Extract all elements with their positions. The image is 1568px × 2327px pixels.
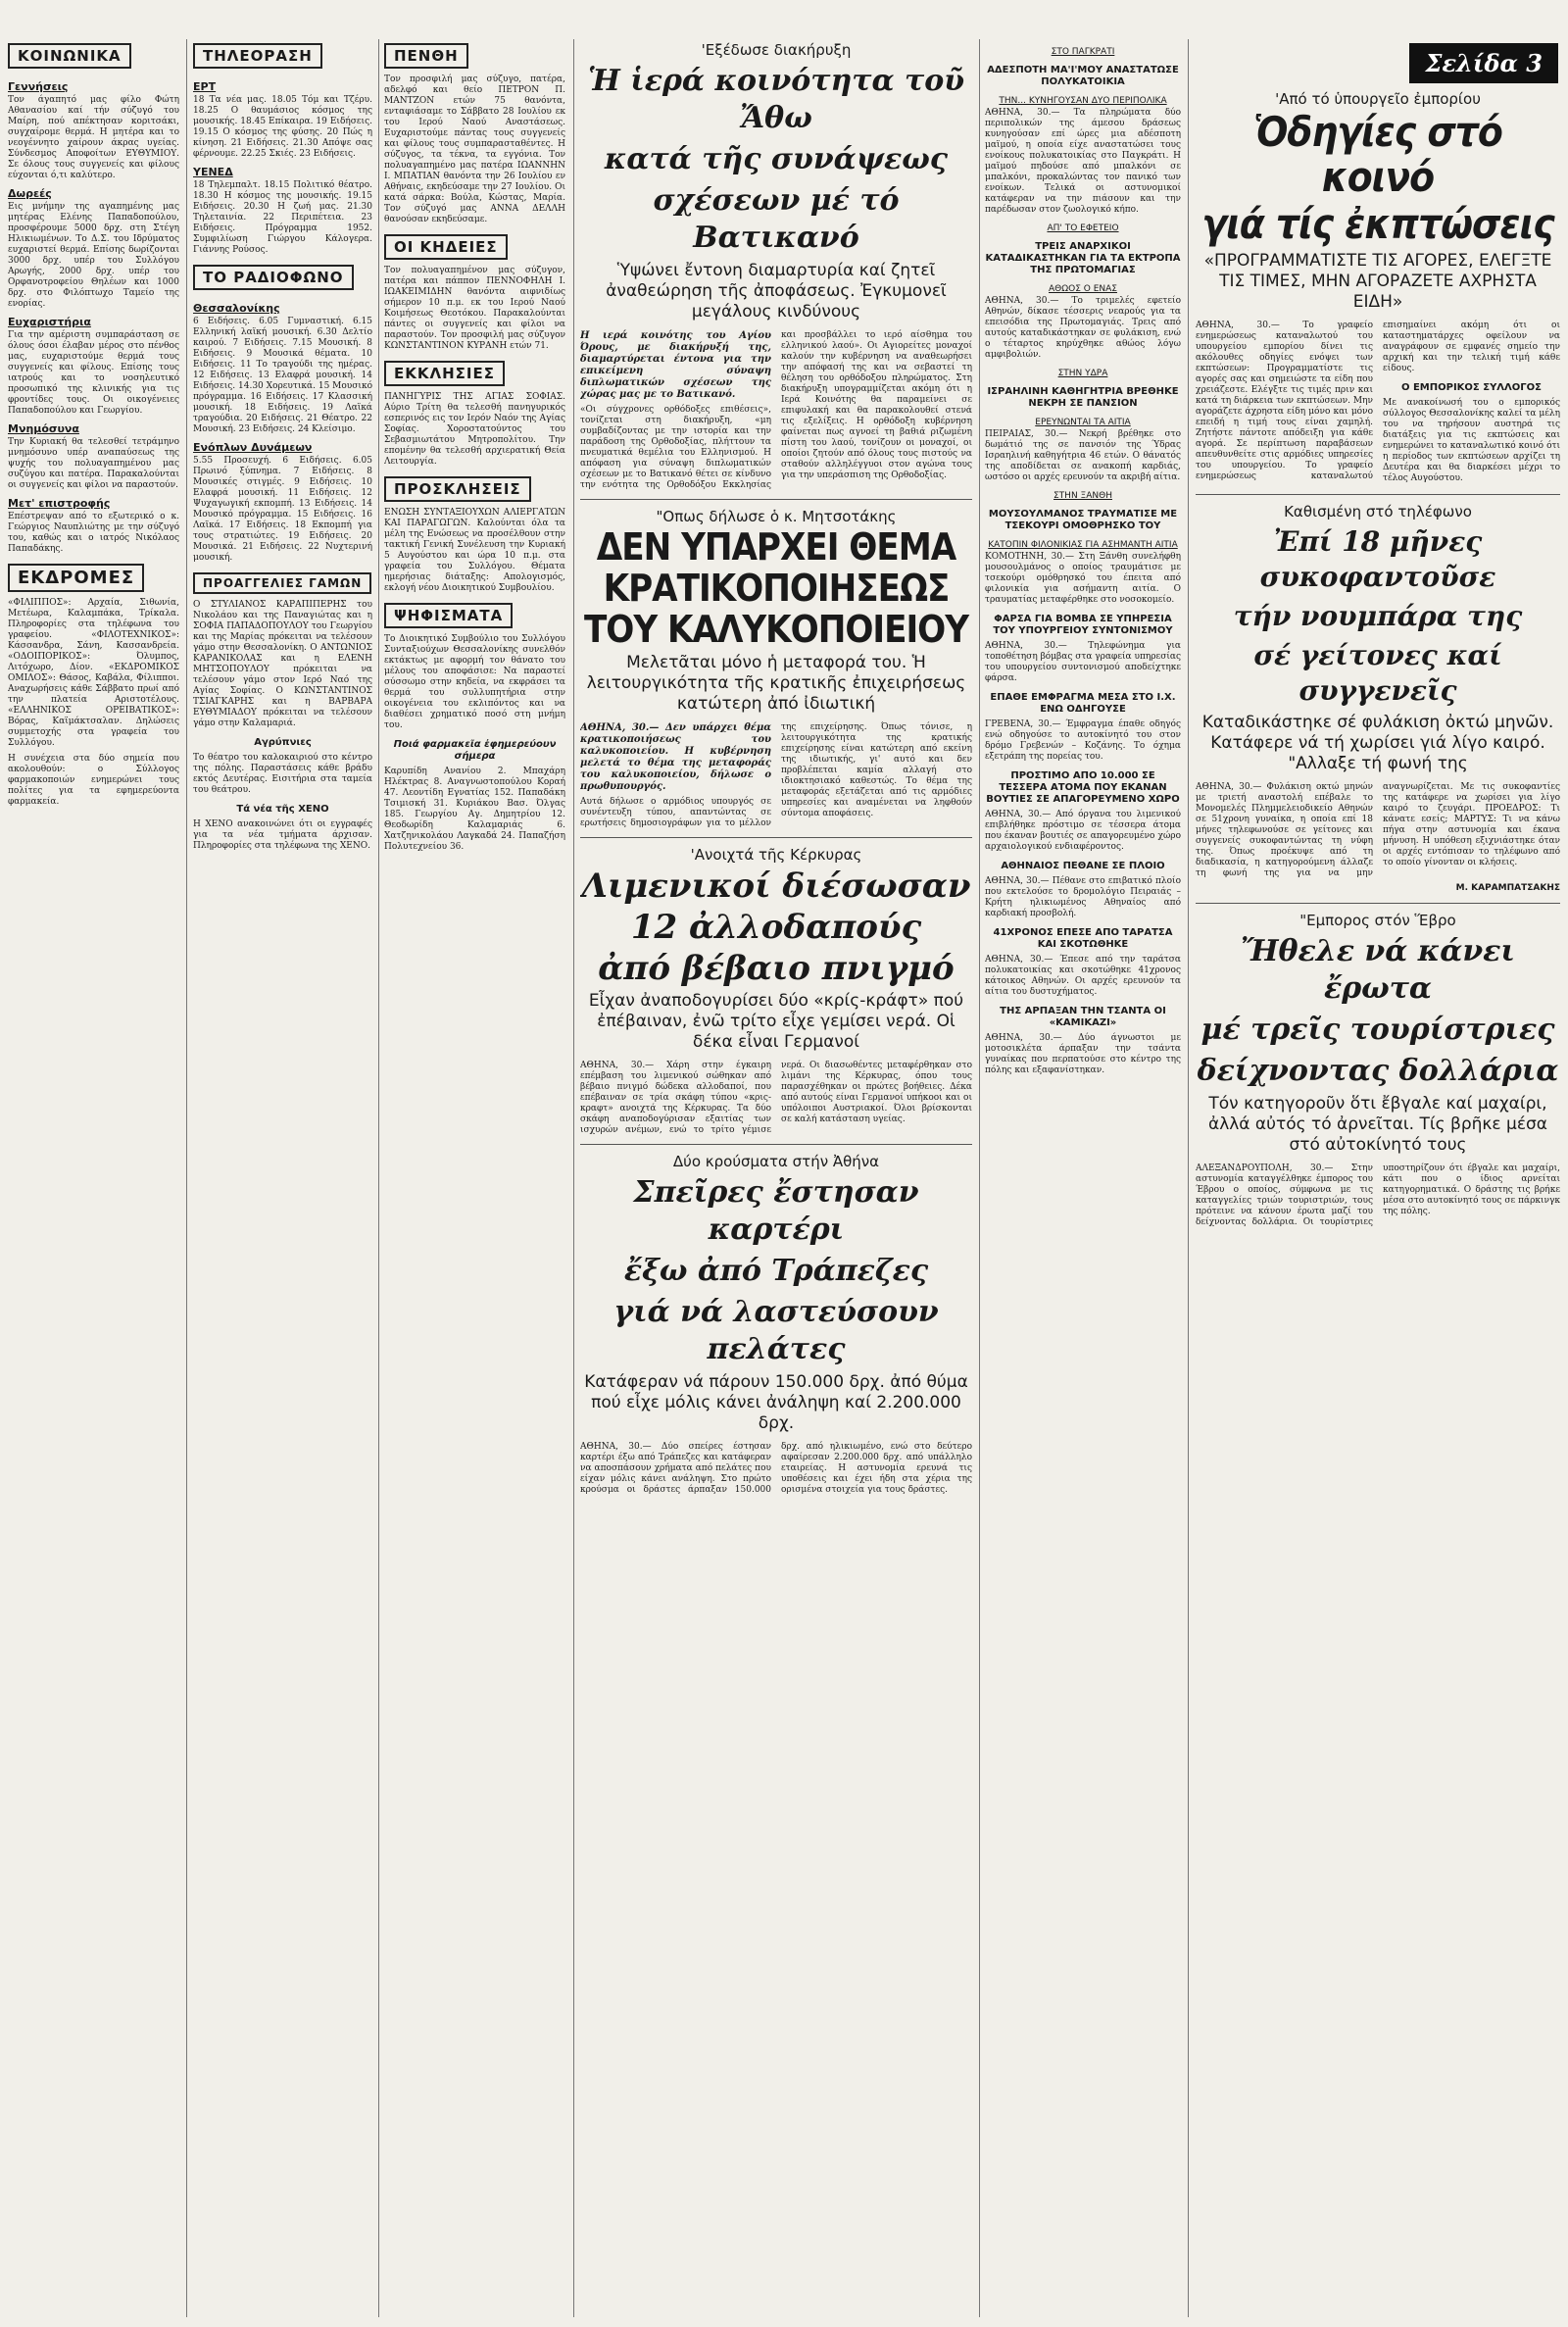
divider [580, 837, 972, 838]
section-title: ΠΕΝΘΗ [384, 43, 468, 69]
column-rule [378, 39, 379, 2317]
brief-subhead: ΕΡΕΥΝΩΝΤΑΙ ΤΑ ΑΙΤΙΑ [1035, 418, 1131, 427]
body-text: 18 Τηλεμπαλτ. 18.15 Πολιτικό θέατρο. 18.30 Η κόσμος της μουσικής. 19.15 Ειδήσεις. 20.30 Η ζωή μας. 21.30 Τηλεταινία. 22 Περιπέτεια. 23 Ειδήσεις. Πρόγραμμα 1952. Συμφιλίωση Γιώργου Κάλογερα. Γιάννης Ρούσος. [193, 180, 372, 255]
article-lead: ΑΘΗΝΑ, 30.— Δεν υπάρχει θέμα κρατικοποιήσεως του καλυκοποιείου. Η κυβέρνηση μελετά το θέμα της μεταφοράς του καλυκοποιείου, δήλωσε ο πρωθυπουργός. [580, 722, 771, 792]
article-body [580, 1061, 972, 1136]
section-title: ΕΚΔΡΟΜΕΣ [8, 564, 144, 592]
article-body [580, 330, 972, 491]
body-text: ΑΘΗΝΑ, 30.— Το τριμελές εφετείο Αθηνών, δίκασε τέσσερις νεαρούς για τα επεισόδια της Πρωτομαγιάς. Τρεις από αυτούς καταδικάστηκαν σε φυλάκιση, ενώ ο τέταρτος κηρύχθηκε αθώος λόγω αμφιβολιών. [985, 296, 1181, 360]
subsection-title: Μετ' επιστροφής [8, 497, 111, 510]
article-kicker: 'Ανοιχτά τῆς Κέρκυρας [690, 846, 862, 864]
body-text: Εις μνήμην της αγαπημένης μας μητέρας Ελένης Παπαδοπούλου, προσφέρουμε 5000 δρχ. στη Στέγη Ηλικιωμένων. Το Δ.Σ. του Ιδρύματος ευχαριστεί θερμά. Επίσης δωρίζονται 3000 δρχ. υπέρ του Συλλόγου Αρωγής, 2000 δρχ. υπέρ του Ορφανοτροφείου Θηλέων και 1000 δρχ. στο Φιλόπτωχο Ταμείο της ενορίας. [8, 202, 179, 309]
body-text: Για την αμέριστη συμπαράσταση σε όλους όσοι έλαβαν μέρος στο πένθος μας, ευχαριστούμε θερμά τους συγγενείς και φίλους. Επίσης τους ιατρούς και το νοσηλευτικό προσωπικό της κλινικής για τις φροντίδες τους. Οι οικογένειες Παπαδοπούλου και Γεωργίου. [8, 330, 179, 416]
subsection-title: Ποιά φαρμακεῖα ἐφημερεύουν σήμερα [393, 739, 557, 762]
article-kicker: Δύο κρούσματα στήν Ἀθήνα [672, 1153, 880, 1170]
body-text: Η ΧΕΝΟ ανακοινώνει ότι οι εγγραφές για τα νέα τμήματα άρχισαν. Πληροφορίες στα τηλέφωνα της ΧΕΝΟ. [193, 819, 372, 851]
brief-headline: ΙΣΡΑΗΛΙΝΗ ΚΑΘΗΓΗΤΡΙΑ ΒΡΕΘΗΚΕ ΝΕΚΡΗ ΣΕ ΠΑΝΣΙΟΝ [987, 386, 1179, 409]
brief-headline: ΤΗΣ ΑΡΠΑΞΑΝ ΤΗΝ ΤΣΑΝΤΑ ΟΙ «ΚΑΜΙΚΑΖΙ» [1000, 1006, 1166, 1028]
article-headline: σχέσεων μέ τό Βατικανό [653, 183, 900, 255]
body-text: ΑΘΗΝΑ, 30.— Από όργανα του λιμενικού επιβλήθηκε πρόστιμο σε τέσσερα άτομα που έκαναν βουτιές σε απαγορευμένο χώρο αρχαιολογικού ενδιαφέροντος. [985, 810, 1181, 852]
body-text: 6 Ειδήσεις. 6.05 Γυμναστική. 6.15 Ελληνική λαϊκή μουσική. 6.30 Δελτίο καιρού. 7 Ειδήσεις. 7.15 Μουσική. 8 Ειδήσεις. 9 Μουσικά θέματα. 10 Ειδήσεις. 11 Το τραγούδι της ημέρας. 12 Ειδήσεις. 13 Ελαφρά μουσική. 14 Ειδήσεις. 14.30 Χορευτικά. 15 Μουσικό πρόγραμμα. 16 Ειδήσεις. 17 Κλασσική μουσική. 18 Ειδήσεις. 19 Λαϊκά τραγούδια. 20 Ειδήσεις. 21 Θέατρο. 22 Μουσική. 23 Ειδήσεις. 24 Κλείσιμο. [193, 317, 372, 434]
brief-headline: 41ΧΡΟΝΟΣ ΕΠΕΣΕ ΑΠΟ ΤΑΡΑΤΣΑ ΚΑΙ ΣΚΟΤΩΘΗΚΕ [993, 927, 1173, 950]
brief-headline: ΕΠΑΘΕ ΕΜΦΡΑΓΜΑ ΜΕΣΑ ΣΤΟ Ι.Χ. ΕΝΩ ΟΔΗΓΟΥΣΕ [990, 692, 1176, 715]
article-headline: ΔΕΝ ΥΠΑΡΧΕΙ ΘΕΜΑ [596, 525, 956, 569]
body-text: ΚΟΜΟΤΗΝΗ, 30.— Στη Ξάνθη συνελήφθη μουσουλμάνος ο οποίος τραυμάτισε με τσεκούρι ομόθρησκό του έπειτα από φιλονικία για ασήμαντη αιτία. Ο τραυματίας μεταφέρθηκε στο νοσοκομείο. [985, 552, 1181, 605]
article-headline: γιά νά λαστεύσουν πελάτες [613, 1295, 939, 1366]
column-tv-radio [193, 39, 372, 2317]
brief-subhead: ΤΗΝ... ΚΥΝΗΓΟΥΣΑΝ ΔΥΟ ΠΕΡΙΠΟΛΙΚΑ [999, 96, 1167, 106]
article-deck: Τόν κατηγοροῦν ὅτι ἔβγαλε καί μαχαίρι, ἀλλά αὐτός τό ἀρνεῖται. Τίς βρῆκε μέσα στό αὐτοκίνητό τους [1207, 1093, 1547, 1155]
subsection-title: Ενόπλων Δυνάμεων [193, 441, 313, 454]
subsection-title: Μνημόσυνα [8, 422, 79, 435]
subsection-title: ΕΡΤ [193, 80, 217, 93]
subsection-title: Ο ΕΜΠΟΡΙΚΟΣ ΣΥΛΛΟΓΟΣ [1400, 382, 1542, 393]
article-headline: μέ τρεῖς τουρίστριες [1200, 1012, 1555, 1047]
article-deck: Εἶχαν ἀναποδογυρίσει δύο «κρίς-κράφτ» πού ἐπέβαιναν, ἐνῶ τρίτο εἶχε γεμίσει νερά. Οἱ δέκα εἶναι Γερμανοί [588, 991, 964, 1052]
body-text: Το θέατρο του καλοκαιριού στο κέντρο της πόλης. Παραστάσεις κάθε βράδυ εκτός Δευτέρας. Εισιτήρια στα ταμεία του θεάτρου. [193, 753, 372, 795]
section-title: ΤΟ ΡΑΔΙΟΦΩΝΟ [193, 265, 354, 290]
body-text: Η συνέχεια στα δύο σημεία που ακολουθούν: ο Σύλλογος φαρμακοποιών ενημερώνει τους πολίτες για τα εφημερεύοντα φαρμακεία. [8, 754, 179, 807]
article-headline: τήν νουμπάρα της [1233, 599, 1523, 632]
article-deck: Κατάφεραν νά πάρουν 150.000 δρχ. ἀπό θύμα πού εἶχε μόλις κάνει ἀνάληψη καί 2.200.000 δρχ. [584, 1372, 968, 1433]
brief-headline: ΤΡΕΙΣ ΑΝΑΡΧΙΚΟΙ ΚΑΤΑΔΙΚΑΣΤΗΚΑΝ ΓΙΑ ΤΑ ΕΚΤΡΟΠΑ ΤΗΣ ΠΡΩΤΟΜΑΓΙΑΣ [985, 241, 1181, 275]
brief-headline: ΑΘΗΝΑΙΟΣ ΠΕΘΑΝΕ ΣΕ ΠΛΟΙΟ [1001, 861, 1165, 871]
brief-headline: ΑΔΕΣΠΟΤΗ ΜΑ'Ι'ΜΟΥ ΑΝΑΣΤΑΤΩΣΕ ΠΟΛΥΚΑΤΟΙΚΙΑ [987, 65, 1179, 87]
article-kicker: "Εμπορος στόν Ἕβρο [1299, 911, 1456, 929]
article-deck: «ΠΡΟΓΡΑΜΜΑΤΙΣΤΕ ΤΙΣ ΑΓΟΡΕΣ, ΕΛΕΓΞΤΕ ΤΙΣ ΤΙΜΕΣ, ΜΗΝ ΑΓΟΡΑΖΕΤΕ ΑΧΡΗΣΤΑ ΕΙΔΗ» [1203, 251, 1552, 312]
article-headline: Λιμενικοί διέσωσαν [581, 866, 971, 906]
section-title: ΚΟΙΝΩΝΙΚΑ [8, 43, 131, 69]
divider [1196, 903, 1560, 904]
body-text: Τον προσφιλή μας σύζυγο, πατέρα, αδελφό και θείο ΠΕΤΡΟΝ Π. ΜΑΝΤΖΟΝ ετών 75 θανόντα, ενταφιάσαμε το Σάββατο 28 Ιουλίου εκ του Ιερού Ναού Αναστάσεως. Ευχαριστούμε πάντας τους συγγενείς και φίλους τους συμπαρασταθέντες. Η σύζυγος, τα τέκνα, τα εγγόνια. Τον πολυαγαπημένο μας πατέρα ΙΩΑΝΝΗΝ Ι. ΜΠΑΤΙΑΝ θανόντα την 26 Ιουλίου εν Αθήναις, εκηδεύσαμε την 27 Ιουλίου. Οι κατά σάρκα: Βούλα, Κώστας, Μαρία. Τον σύζυγό μας ΑΝΝΑ ΔΕΛΛΗ θανούσαν εκηδεύσαμε. [384, 74, 565, 224]
brief-headline: ΠΡΟΣΤΙΜΟ ΑΠΟ 10.000 ΣΕ ΤΕΣΣΕΡΑ ΑΤΟΜΑ ΠΟΥ ΕΚΑΝΑΝ ΒΟΥΤΙΕΣ ΣΕ ΑΠΑΓΟΡΕΥΜΕΝΟ ΧΩΡΟ [986, 770, 1180, 805]
section-title: ΕΚΚΛΗΣΙΕΣ [384, 361, 505, 386]
article-body [580, 1442, 972, 1499]
body-text: ΑΛΕΞΑΝΔΡΟΥΠΟΛΗ, 30.— Στην αστυνομία καταγγέλθηκε έμπορος του Έβρου ο οποίος, σύμφωνα με τις καταγγελίες τριών τουριστριών, τους πρότεινε να κάνουν έρωτα μαζί του δείχνοντας δολλάρια. Οι τουρίστριες υποστηρίζουν ότι έβγαλε και μαχαίρι, κάτι που ο ίδιος αρνείται κατηγορηματικά. Ο δράστης τις βρήκε μέσα στο αυτοκίνητό τους σε πάρκινγκ της πόλης. [1196, 1163, 1560, 1227]
section-title: ΠΡΟΣΚΛΗΣΕΙΣ [384, 476, 531, 502]
article-lead: Η ιερά κοινότης του Αγίου Όρους, με διακήρυξή της, διαμαρτύρεται έντονα για την επικείμενη σύναψη διπλωματικών σχέσεων της χώρας μας με το Βατικανό. [580, 330, 771, 400]
article-headline: 12 ἀλλοδαπούς [630, 908, 922, 947]
body-text: 5.55 Προσευχή. 6 Ειδήσεις. 6.05 Πρωινό ξύπνημα. 7 Ειδήσεις. 8 Μουσικές στιγμές. 9 Ειδήσεις. 10 Ελαφρά μουσική. 11 Ειδήσεις. 12 Ψυχαγωγική εκπομπή. 13 Ειδήσεις. 14 Μουσικό πρόγραμμα. 15 Ειδήσεις. 16 Λαϊκά. 17 Ειδήσεις. 18 Εκπομπή για τους στρατιώτες. 19 Ειδήσεις. 20 Μουσικά. 21 Ειδήσεις. 22 Νυχτερινή μουσική. [193, 456, 372, 563]
article-kicker: Καθισμένη στό τηλέφωνο [1284, 502, 1472, 520]
article-headline: ΤΟΥ ΚΑΛΥΚΟΠΟΙΕΙΟΥ [583, 608, 968, 651]
section-title: ΤΗΛΕΟΡΑΣΗ [193, 43, 322, 69]
divider [580, 1144, 972, 1145]
body-text: ΠΕΙΡΑΙΑΣ, 30.— Νεκρή βρέθηκε στο δωμάτιό της σε πανσιόν της Ύδρας Ισραηλινή καθηγήτρια 46 ετών. Ο θάνατός της αποδίδεται σε ανακοπή καρδιάς, ωστόσο οι αρχές ερευνούν τα ακριβή αίτια. [985, 429, 1181, 482]
page-label: Σελίδα 3 [1409, 43, 1558, 83]
article-body [1196, 321, 1560, 486]
article-headline: Σπεῖρες ἔστησαν καρτέρι [633, 1175, 919, 1247]
article-headline: Ἡ ἱερά κοινότητα τοῦ Ἄθω [587, 64, 965, 135]
article-deck: Μελετᾶται μόνο ἡ μεταφορά του. Ἡ λειτουργικότητα τῆς κρατικῆς ἐπιχειρήσεως κατώτερη ἀπό ἰδιωτική [586, 653, 966, 714]
subsection-title: Τά νέα τῆς ΧΕΝΟ [236, 804, 329, 815]
body-text: Καρυπίδη Ανανίου 2. Μπαχάρη Ηλέκτρας 8. Αναγνωστοπούλου Κοραή 47. Λεοντίδη Εγνατίας 152. Παπαδάκη Τσιμισκή 31. Κυριάκου Βασ. Όλγας 185. Γεωργίου Αγ. Δημητρίου 12. Θεοδωρίδη Καλαμαριάς 6. Χατζηνικολάου Λαγκαδά 24. Παπαζήση Πολυτεχνείου 36. [384, 767, 565, 852]
article-headline: ἀπό βέβαιο πνιγμό [598, 949, 955, 988]
article-kicker: 'Εξέδωσε διακήρυξη [701, 41, 852, 59]
body-text: Αυτά δήλωσε ο αρμόδιος υπουργός σε συνέντευξη τύπου, απαντώντας σε ερωτήσεις δημοσιογράφων για το μέλλον της επιχείρησης. Όπως τόνισε, η λειτουργικότητα της κρατικής επιχείρησης είναι κατώτερη από εκείνη της ιδιωτικής, γι' αυτό και δεν προβλέπεται καμία αλλαγή στο ιδιοκτησιακό καθεστώς. Το θέμα της μεταφοράς εξετάζεται από τις αρμόδιες υπηρεσίες και αναμένεται να ληφθούν σύντομα αποφάσεις. [580, 722, 972, 828]
subsection-title: Θεσσαλονίκης [193, 302, 280, 315]
brief-kicker: ΣΤΟ ΠΑΓΚΡΑΤΙ [1051, 47, 1115, 57]
column-notices [384, 39, 565, 2317]
subsection-title: ΥΕΝΕΔ [193, 166, 233, 178]
column-rule [1188, 39, 1189, 2317]
body-text: Την Κυριακή θα τελεσθεί τετράμηνο μνημόσυνο υπέρ αναπαύσεως της ψυχής του πολυαγαπημένου μας συζύγου και πατέρα. Παρακαλούνται οι συγγενείς και φίλοι να παραστούν. [8, 437, 179, 490]
section-title: ΨΗΦΙΣΜΑΤΑ [384, 603, 513, 628]
section-title: ΟΙ ΚΗΔΕΙΕΣ [384, 234, 508, 260]
body-text: Τον άγαπητό μας φίλο Φώτη Αθανασίου καί τήν σύζυγό του Μαίρη, πού απέκτησαν κοριτσάκι, συγχαίρομε θερμά. Η μητέρα και το νεογέννητο χαίρουν άκρας υγείας. Σύνδεσμος Αποφοίτων ΕΥΘΥΜΙΟΥ. Σε όλους τους συγγενείς και φίλους εύχονται ό,τι καλύτερο. [8, 95, 179, 180]
article-headline: γιά τίς ἐκπτώσεις [1201, 200, 1554, 248]
body-text: ΓΡΕΒΕΝΑ, 30.— Έμφραγμα έπαθε οδηγός ενώ οδηγούσε το αυτοκίνητό του στον δρόμο Γρεβενών – Κοζάνης. Το όχημα εξετράπη της πορείας του. [985, 719, 1181, 762]
article-kicker: "Οπως δήλωσε ὁ κ. Μητσοτάκης [656, 508, 897, 525]
article-byline: Μ. ΚΑΡΑΜΠΑΤΣΑΚΗΣ [1455, 882, 1560, 893]
article-headline: σέ γείτονες καί συγγενεῖς [1253, 638, 1502, 707]
brief-kicker: ΣΤΗΝ ΞΑΝΘΗ [1054, 491, 1112, 501]
body-text: ΑΘΗΝΑ, 30.— Χάρη στην έγκαιρη επέμβαση του λιμενικού σώθηκαν από βέβαιο πνιγμό δώδεκα αλλοδαποί, που επέβαιναν σε τρία σκάφη τύπου «κρις-κραφτ» ανοιχτά της Κέρκυρας. Τα δύο σκάφη αναποδογύρισαν εξαιτίας των ισχυρών ανέμων, ενώ το τρίτο γέμισε νερά. Οι διασωθέντες μεταφέρθηκαν στο λιμάνι της Κέρκυρας, όπου τους παρασχέθηκαν οι πρώτες βοήθειες. Δέκα από αυτούς είναι Γερμανοί υπήκοοι και οι υπόλοιποι Αυστριακοί. Όλοι βρίσκονται σε καλή κατάσταση υγείας. [580, 1061, 972, 1135]
brief-subhead: ΚΑΤΟΠΙΝ ΦΙΛΟΝΙΚΙΑΣ ΓΙΑ ΑΣΗΜΑΝΤΗ ΑΙΤΙΑ [988, 540, 1178, 550]
column-rule [186, 39, 187, 2317]
body-text: Τον πολυαγαπημένον μας σύζυγον, πατέρα και πάππον ΠΕΝΝΟΦΗΛΗ Ι. ΙΩΑΚΕΙΜΙΔΗΝ θανόντα αιφνιδίως σήμερον 10 π.μ. εκ του Ιερού Ναού Κοιμήσεως Θεοτόκου. Παρακαλούνται πάντες οι συγγενείς και φίλοι να παραστούν. Τον προσφιλή μας σύζυγον ΚΩΝΣΤΑΝΤΙΝΟΝ ΚΥΡΑΝΗ ετών 71. [384, 266, 565, 351]
article-headline: Ὁδηγίες στό κοινό [1253, 108, 1502, 201]
column-social [8, 39, 179, 2317]
body-text: ΑΘΗΝΑ, 30.— Φυλάκιση οκτώ μηνών με τριετή αναστολή επέβαλε το Μονομελές Πλημμελειοδικείο Αθηνών σε 51χρονη γυναίκα, η οποία επί 18 μήνες τηλεφωνούσε σε γείτονες και συγγενείς συκοφαντώντας τη νύφη της. Όπως προέκυψε από τη διαδικασία, η κατηγορούμενη άλλαζε τη φωνή της για να μην αναγνωρίζεται. Με τις συκοφαντίες της κατάφερε να χωρίσει για λίγο καιρό το ζευγάρι. ΠΡΟΕΔΡΟΣ: Τι κάνατε εσείς; ΜΑΡΤΥΣ: Τι να κάνω πήγα στην αστυνομία και έκανα μήνυση. Η υπόθεση εξιχνιάστηκε όταν οι αρχές εντόπισαν το τηλέφωνο από το οποίο γίνονταν οι κλήσεις. [1196, 781, 1560, 878]
column-right [1196, 88, 1560, 2317]
column-main [580, 39, 972, 2317]
article-deck: Καταδικάστηκε σέ φυλάκιση ὀκτώ μηνῶν. Κατάφερε νά τή χωρίσει γιά λίγο καιρό. "Αλλαξε τή φωνή της [1201, 712, 1554, 773]
subsection-title: Δωρεές [8, 187, 52, 200]
body-text: Επέστρεψαν από το εξωτερικό ο κ. Γεώργιος Ναυπλιώτης με την σύζυγό του, καθώς και ο ιατρός Νικόλαος Παπαδάκης. [8, 512, 179, 554]
body-text: Το Διοικητικό Συμβούλιο του Συλλόγου Συνταξιούχων Θεσσαλονίκης συνελθόν εκτάκτως με αφορμή τον θάνατο του μέλους του αποφάσισε: Να παραστεί σύσσωμο στην κηδεία, να εκφράσει τα θερμά του συλλυπητήρια στην οικογένεια του εκλιπόντος και να διαθέσει χρηματικό ποσό στη μνήμη του. [384, 634, 565, 730]
body-text: ΑΘΗΝΑ, 30.— Έπεσε από την ταράτσα πολυκατοικίας και σκοτώθηκε 41χρονος κάτοικος Αθηνών. Οι αρχές ερευνούν τα αίτια του δυστυχήματος. [985, 955, 1181, 997]
subsection-title: Γεννήσεις [8, 80, 69, 93]
brief-kicker: ΑΠ' ΤΟ ΕΦΕΤΕΙΟ [1047, 223, 1119, 233]
article-body [1196, 1164, 1560, 1228]
article-headline: κατά τῆς συνάψεως [604, 142, 949, 176]
column-rule [979, 39, 980, 2317]
article-body [580, 722, 972, 829]
divider [1196, 494, 1560, 495]
body-text: ΑΘΗΝΑ, 30.— Δύο άγνωστοι με μοτοσικλέτα άρπαξαν την τσάντα γυναίκας που περπατούσε στο κέντρο της πόλης και εξαφανίστηκαν. [985, 1033, 1181, 1075]
brief-headline: ΦΑΡΣΑ ΓΙΑ ΒΟΜΒΑ ΣΕ ΥΠΗΡΕΣΙΑ ΤΟΥ ΥΠΟΥΡΓΕΙΟΥ ΣΥΝΤΟΝΙΣΜΟΥ [993, 614, 1173, 636]
section-title: ΠΡΟΑΓΓΕΛΙΕΣ ΓΑΜΩΝ [193, 572, 371, 594]
body-text: ΑΘΗΝΑ, 30.— Δύο σπείρες έστησαν καρτέρι έξω από Τράπεζες και κατάφεραν να αποσπάσουν χρήματα από πελάτες που είχαν μόλις κάνει ανάληψη. Στο πρώτο κρούσμα οι δράστες άρπαξαν 150.000 δρχ. από ηλικιωμένο, ενώ στο δεύτερο αφαίρεσαν 2.200.000 δρχ. από υπάλληλο εταιρείας. Η αστυνομία ερευνά τις υποθέσεις και έχει ήδη στα χέρια της ορισμένα στοιχεία για τους δράστες. [580, 1442, 972, 1495]
article-headline: ΚΡΑΤΙΚΟΠΟΙΗΣΕΩΣ [603, 567, 950, 610]
article-headline: Ἤθελε νά κάνει ἔρωτα [1241, 933, 1515, 1006]
body-text: 18 Τα νέα μας. 18.05 Τόμ και Τζέρυ. 18.25 Ο θαυμάσιος κόσμος της μουσικής. 18.45 Επίκαιρα. 19 Ειδήσεις. 19.15 Ο κόσμος της φύσης. 20 Πώς η κίνηση. 21 Ειδήσεις. 21.30 Απόψε σας φέρνουμε. 22.25 Σκιές. 23 Ειδήσεις. [193, 95, 372, 159]
body-text: ΕΝΩΣΗ ΣΥΝΤΑΞΙΟΥΧΩΝ ΑΛΙΕΡΓΑΤΩΝ ΚΑΙ ΠΑΡΑΓΩΓΩΝ. Καλούνται όλα τα μέλη της Ενώσεως να προσέλθουν στην τακτική Γενική Συνέλευση την Κυριακή 5 Αυγούστου και ώρα 10 π.μ. στα γραφεία του Συλλόγου. Θέματα ημερήσιας διάταξης: Απολογισμός, εκλογή νέου Διοικητικού Συμβουλίου. [384, 508, 565, 593]
article-headline: ἔξω ἀπό Τράπεζες [623, 1254, 929, 1288]
brief-headline: ΜΟΥΣΟΥΛΜΑΝΟΣ ΤΡΑΥΜΑΤΙΣΕ ΜΕ ΤΣΕΚΟΥΡΙ ΟΜΟΘΡΗΣΚΟ ΤΟΥ [988, 509, 1178, 531]
body-text: Με ανακοίνωσή του ο εμπορικός σύλλογος Θεσσαλονίκης καλεί τα μέλη του να τηρήσουν αυστηρά τις διατάξεις για τις εκπτώσεις και ενημερώνει το καταναλωτικό κοινό ότι η περίοδος των εκπτώσεων αρχίζει τη Δευτέρα και θα διαρκέσει μέχρι το τέλος Αυγούστου. [1383, 398, 1560, 483]
column-briefs [985, 39, 1181, 2317]
subsection-title: Αγρύπνιες [254, 737, 312, 748]
body-text: Ο ΣΤΥΛΙΑΝΟΣ ΚΑΡΑΠΙΠΕΡΗΣ του Νικολάου και της Παναγιώτας και η ΣΟΦΙΑ ΠΑΠΑΔΟΠΟΥΛΟΥ του Γεωργίου και της Μαρίας πρόκειται να τελέσουν γάμο στην Θεσσαλονίκη. Ο ΑΝΤΩΝΙΟΣ ΚΑΡΑΝΙΚΟΛΑΣ και η ΕΛΕΝΗ ΜΗΤΣΟΠΟΥΛΟΥ πρόκειται να τελέσουν γάμο στον Ιερό Ναό της Αγίας Σοφίας. Ο ΚΩΝΣΤΑΝΤΙΝΟΣ ΤΣΙΑΓΚΑΡΗΣ και η ΒΑΡΒΑΡΑ ΕΥΘΥΜΙΑΔΟΥ πρόκειται να τελέσουν γάμο στην Καλαμαριά. [193, 600, 372, 728]
article-body [1196, 782, 1560, 879]
body-text: ΑΘΗΝΑ, 30.— Τηλεφώνημα για τοποθέτηση βόμβας στα γραφεία υπηρεσίας του υπουργείου συντονισμού αποδείχτηκε φάρσα. [985, 641, 1181, 683]
body-text: ΠΑΝΗΓΥΡΙΣ ΤΗΣ ΑΓΙΑΣ ΣΟΦΙΑΣ. Αύριο Τρίτη θα τελεσθή πανηγυρικός εσπερινός εις τον Ιερόν Ναόν της Αγίας Σοφίας. Χοροστατούντος του Σεβασμιωτάτου Μητροπολίτου. Την επομένην θα τελεσθή αρχιερατική Θεία Λειτουργία. [384, 392, 565, 467]
brief-kicker: ΣΤΗΝ ΥΔΡΑ [1057, 369, 1108, 378]
body-text: «Οι σύγχρονες ορθόδοξες επιθέσεις», τονίζεται στη διακήρυξη, «μη συμβαδίζοντας με την ιστορία και την παράδοση της Ορθοδοξίας, πλήττουν τα πνευματικά θεμέλια του Ελληνισμού. Η απόφαση για σύναψη διπλωματικών σχέσεων με το Βατικανό θέτει σε κίνδυνο την ενότητα της Ορθοδόξου Εκκλησίας και προσβάλλει το ιερό αίσθημα του ελληνικού λαού». Οι Αγιορείτες μοναχοί καλούν την κυβέρνηση να αναθεωρήσει την απόφασή της και να σεβαστεί τη θέληση του ορθόδοξου πληρώματος. Στη διακήρυξη υπογραμμίζεται ακόμη ότι η Ιερά Κοινότης θα παραμείνει σε επιφυλακή και θα παρακολουθεί στενά τις εξελίξεις. Η ορθόδοξη κυβέρνηση φαίνεται πως αγνοεί τη βαθιά ριζωμένη πίστη του λαού, τονίζουν οι μοναχοί, οι οποίοι ζητούν από όλους τους πιστούς να σταθούν αλληλέγγυοι στον αγώνα τους για την υπεράσπιση της Ορθοδοξίας. [580, 330, 972, 490]
body-text: ΑΘΗΝΑ, 30.— Το γραφείο ενημερώσεως καταναλωτού του υπουργείου εμπορίου δίνει τις ακόλουθες οδηγίες ενόψει των εκπτώσεων: Προγραμματίστε τις αγορές σας και σημειώστε τα είδη που χρειάζεστε. Ελέγξτε τις τιμές πριν και κατά τη διάρκεια των εκπτώσεων. Μην αγοράζετε άχρηστα είδη μόνο και μόνο επειδή η τιμή τους είναι χαμηλή. Ζητήστε πάντοτε απόδειξη για κάθε αγορά. Σε περίπτωση παραβάσεων απευθυνθείτε στις αρμόδιες υπηρεσίες του υπουργείου. Το γραφείο ενημερώσεως καταναλωτού επισημαίνει ακόμη ότι οι καταστηματάρχες οφείλουν να αναγράφουν σε εμφανές σημείο την αρχική και την τελική τιμή κάθε είδους. [1196, 321, 1560, 481]
article-deck: Ὑψώνει ἔντονη διαμαρτυρία καί ζητεῖ ἀναθεώρηση τῆς ἀποφάσεως. Ἐγκυμονεῖ μεγάλους κινδύνους [606, 261, 947, 322]
article-headline: δείχνοντας δολλάρια [1197, 1053, 1559, 1088]
column-rule [573, 39, 574, 2317]
article-kicker: 'Από τό ὑπουργεῖο ἐμπορίου [1275, 90, 1481, 108]
body-text: «ΦΙΛΙΠΠΟΣ»: Αρχαία, Σιθωνία, Μετέωρα, Καλαμπάκα, Τρίκαλα. Πληροφορίες στα τηλέφωνα του γραφείου. «ΦΙΛΟΤΕΧΝΙΚΟΣ»: Κάσσανδρα, Σάνη, Κασσανδρεία. «ΟΔΟΙΠΟΡΙΚΟΣ»: Όλυμπος, Λιτόχωρο, Δίον. «ΕΚΔΡΟΜΙΚΟΣ ΟΜΙΛΟΣ»: Θάσος, Καβάλα, Φίλιπποι. Αναχωρήσεις κάθε Σάββατο πρωί από την πλατεία Αριστοτέλους. «ΕΛΛΗΝΙΚΟΣ ΟΡΕΙΒΑΤΙΚΟΣ»: Βόρας, Καϊμάκτσαλαν. Δηλώσεις συμμετοχής στα γραφεία του Συλλόγου. [8, 598, 179, 748]
article-headline: Ἐπί 18 μῆνες συκοφαντοῦσε [1259, 524, 1496, 593]
brief-subhead: ΑΘΩΟΣ Ο ΕΝΑΣ [1049, 284, 1117, 294]
subsection-title: Ευχαριστήρια [8, 316, 91, 328]
body-text: ΑΘΗΝΑ, 30.— Τα πληρώματα δύο περιπολικών της άμεσου δράσεως κυνηγούσαν επί ώρες μια αδέσποτη μαϊμού, η οποία είχε αναστατώσει τους ενοίκους πολυκατοικίας στο Παγκράτι. Η μαϊμού πηδούσε από μπαλκόνι σε μπαλκόνι, προκαλώντας τον πανικό των ενοίκων. Τελικά οι αστυνομικοί κατάφεραν να την πιάσουν και την παρέδωσαν στον ζωολογικό κήπο. [985, 108, 1181, 215]
divider [580, 499, 972, 500]
body-text: ΑΘΗΝΑ, 30.— Πέθανε στο επιβατικό πλοίο που εκτελούσε το δρομολόγιο Πειραιάς – Κρήτη ηλικιωμένος Αθηναίος από καρδιακή προσβολή. [985, 876, 1181, 918]
